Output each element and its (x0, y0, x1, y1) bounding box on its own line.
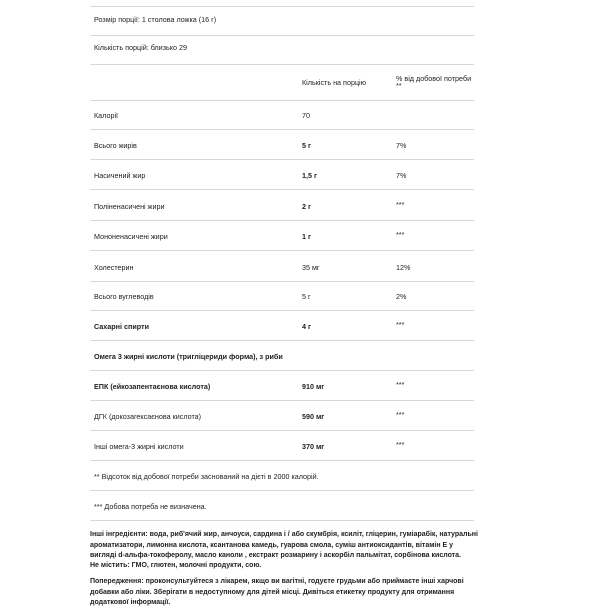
header-amount: Кількість на порцію (302, 78, 367, 87)
divider (90, 6, 474, 7)
row-dv: *** (396, 320, 405, 329)
row-name: Насичений жир (94, 171, 146, 180)
row-dv: 7% (396, 141, 407, 150)
row-name: Мононенасичені жири (94, 232, 168, 241)
divider (90, 400, 474, 401)
row-name: Холестерин (94, 263, 134, 272)
divider (90, 35, 474, 36)
row-name: Всього жирів (94, 141, 137, 150)
free-from-text: Не містить: ГМО, глютен, молочні продукти, сою. (90, 562, 262, 569)
divider (90, 100, 474, 101)
row-dv: *** (396, 440, 405, 449)
divider (90, 310, 474, 311)
row-dv: *** (396, 200, 405, 209)
row-dv: 2% (396, 292, 407, 301)
footnote-dv-undefined: *** Добова потреба не визначена. (94, 502, 207, 511)
row-name: Всього вуглеводів (94, 292, 154, 301)
divider (90, 64, 474, 65)
row-amount: 70 (302, 111, 310, 120)
row-amount: 4 г (302, 322, 311, 331)
divider (90, 460, 474, 461)
row-dv: 7% (396, 171, 407, 180)
row-name: Поліненасичені жири (94, 202, 165, 211)
divider (90, 250, 474, 251)
footnote-dv-basis: ** Відсоток від добової потреби заснований на дієті в 2000 калорій. (94, 472, 319, 481)
divider (90, 281, 474, 282)
divider (90, 189, 474, 190)
divider (90, 159, 474, 160)
row-name: ЕПК (ейкозапентаєнова кислота) (94, 382, 211, 391)
row-dv: *** (396, 380, 405, 389)
row-name: ДГК (докозагексаєнова кислота) (94, 412, 202, 421)
row-amount: 1,5 г (302, 171, 317, 180)
divider (90, 520, 474, 521)
divider (90, 129, 474, 130)
row-amount: 35 мг (302, 263, 320, 272)
row-dv: *** (396, 230, 405, 239)
row-name: Сахарні спирти (94, 322, 149, 331)
divider (90, 490, 474, 491)
divider (90, 340, 474, 341)
row-amount: 5 г (302, 141, 311, 150)
row-amount: 2 г (302, 202, 311, 211)
row-name: Інші омега-3 жирні кислоти (94, 442, 184, 451)
row-dv: *** (396, 410, 405, 419)
omega-section-title: Омега 3 жирні кислоти (тригліцериди форма), з риби (94, 352, 283, 361)
divider (90, 370, 474, 371)
row-amount: 5 г (302, 292, 311, 301)
row-amount: 910 мг (302, 382, 325, 391)
header-dv: % від добової потреби (396, 74, 472, 83)
servings-count: Кількість порцій: близько 29 (94, 43, 187, 52)
row-name: Калорії (94, 111, 119, 120)
divider (90, 220, 474, 221)
row-amount: 1 г (302, 232, 311, 241)
ingredients-text: Інші інгредієнти: вода, риб'ячий жир, анчоуси, сардина і / або скумбрія, ксиліт, гліцерин, гуміарабік, натуральні ароматизатори, лимонна кислота, ксантанова камедь, гуарова смола, суміш антиоксидантів, вітамін E у вигляді d-альфа-токоферолу, масло каноли , екстракт розмарину і аскорбіл пальмітат, сорбінова кислота. (90, 531, 478, 559)
row-amount: 590 мг (302, 412, 325, 421)
header-dv-mark: ** (396, 81, 402, 90)
row-dv: 12% (396, 263, 411, 272)
warning-text: Попередження: проконсультуйтеся з лікарем, якщо ви вагітні, годуєте грудьми або приймаєте інші харчові добавки або ліки. Зберігати в недоступному для дітей місці. Дивіться етикетку продукту для отримання додаткової інформації. (90, 578, 464, 606)
divider (90, 430, 474, 431)
row-amount: 370 мг (302, 442, 325, 451)
serving-size: Розмір порції: 1 столова ложка (16 г) (94, 15, 217, 24)
